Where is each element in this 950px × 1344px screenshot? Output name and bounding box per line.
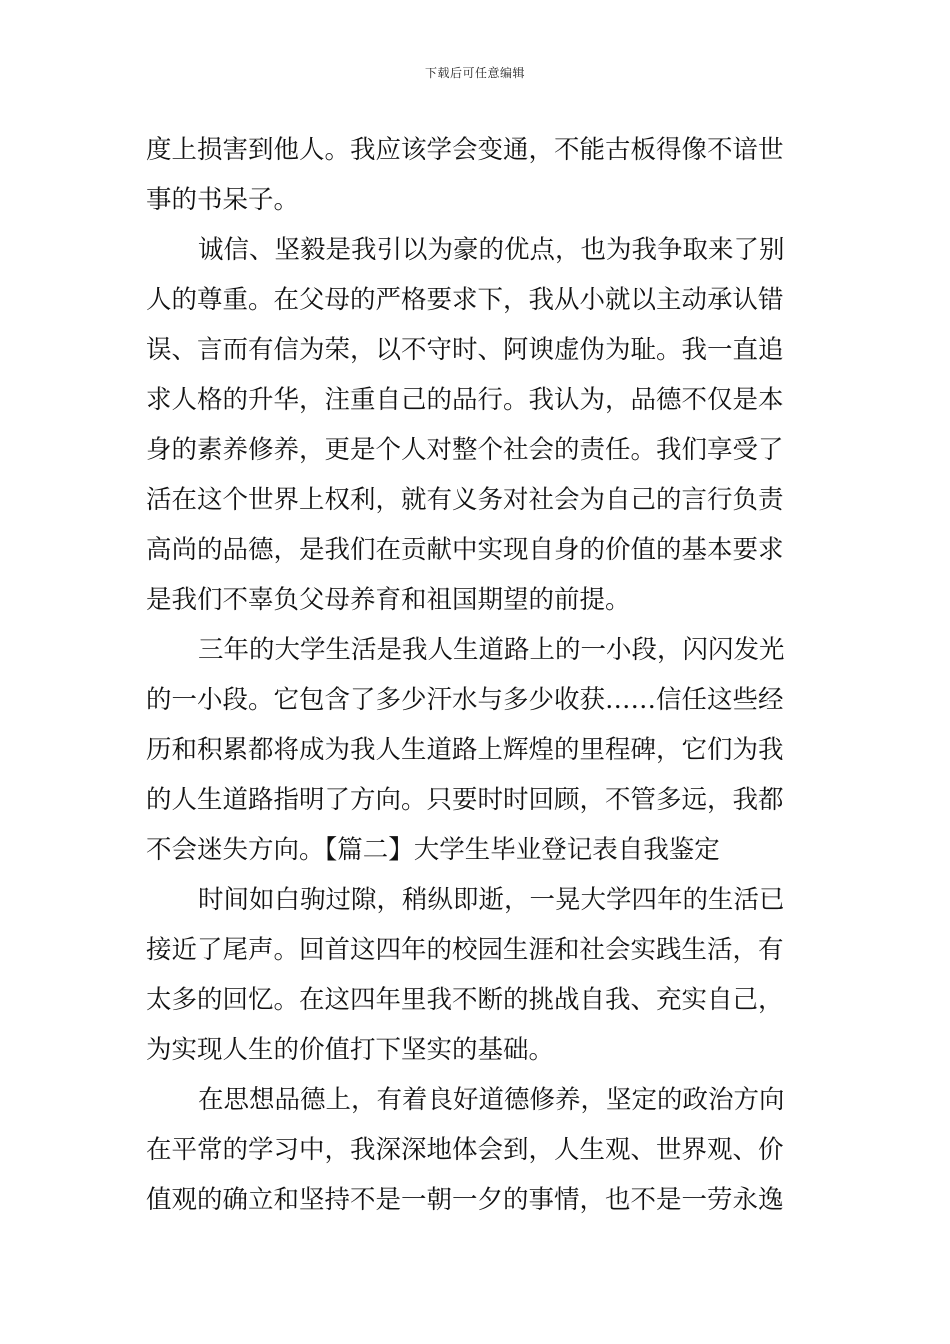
document-body bbox=[146, 125, 808, 1225]
paragraph-first-line: 时间如白驹过隙，稍纵即逝，一晃大学四年的生活已 bbox=[198, 885, 785, 915]
text-line: 太多的回忆。在这四年里我不断的挑战自我、充实自己， bbox=[146, 985, 784, 1015]
text-line: 在平常的学习中，我深深地体会到，人生观、世界观、价 bbox=[146, 1135, 784, 1165]
text-line: 不会迷失方向。【篇二】大学生毕业登记表自我鉴定 bbox=[146, 835, 720, 865]
text-line: 度上损害到他人。我应该学会变通，不能古板得像不谙世 bbox=[146, 135, 784, 165]
page-header: 下载后可任意编辑 bbox=[424, 66, 525, 80]
text-line: 值观的确立和坚持不是一朝一夕的事情，也不是一劳永逸 bbox=[146, 1185, 784, 1215]
text-line: 求人格的升华，注重自己的品行。我认为，品德不仅是本 bbox=[146, 385, 784, 415]
text-line: 历和积累都将成为我人生道路上辉煌的里程碑，它们为我 bbox=[146, 735, 784, 765]
text-line: 的人生道路指明了方向。只要时时回顾，不管多远，我都 bbox=[146, 785, 784, 815]
text-line: 误、言而有信为荣，以不守时、阿谀虚伪为耻。我一直追 bbox=[146, 335, 784, 365]
text-line: 为实现人生的价值打下坚实的基础。 bbox=[146, 1035, 555, 1065]
text-line: 的一小段。它包含了多少汗水与多少收获……信任这些经 bbox=[146, 685, 784, 715]
text-line: 身的素养修养，更是个人对整个社会的责任。我们享受了 bbox=[146, 435, 784, 465]
paragraph-first-line: 在思想品德上，有着良好道德修养，坚定的政治方向 bbox=[198, 1085, 785, 1115]
text-line: 是我们不辜负父母养育和祖国期望的前提。 bbox=[146, 585, 631, 615]
paragraph-first-line: 诚信、坚毅是我引以为豪的优点，也为我争取来了别 bbox=[198, 235, 785, 265]
text-line: 活在这个世界上权利，就有义务对社会为自己的言行负责 bbox=[146, 485, 784, 515]
paragraph-first-line: 三年的大学生活是我人生道路上的一小段，闪闪发光 bbox=[198, 635, 785, 665]
text-line: 高尚的品德，是我们在贡献中实现自身的价值的基本要求 bbox=[146, 535, 784, 565]
text-line: 事的书呆子。 bbox=[146, 185, 300, 215]
text-line: 人的尊重。在父母的严格要求下，我从小就以主动承认错 bbox=[146, 285, 784, 315]
text-line: 接近了尾声。回首这四年的校园生涯和社会实践生活，有 bbox=[146, 935, 784, 965]
